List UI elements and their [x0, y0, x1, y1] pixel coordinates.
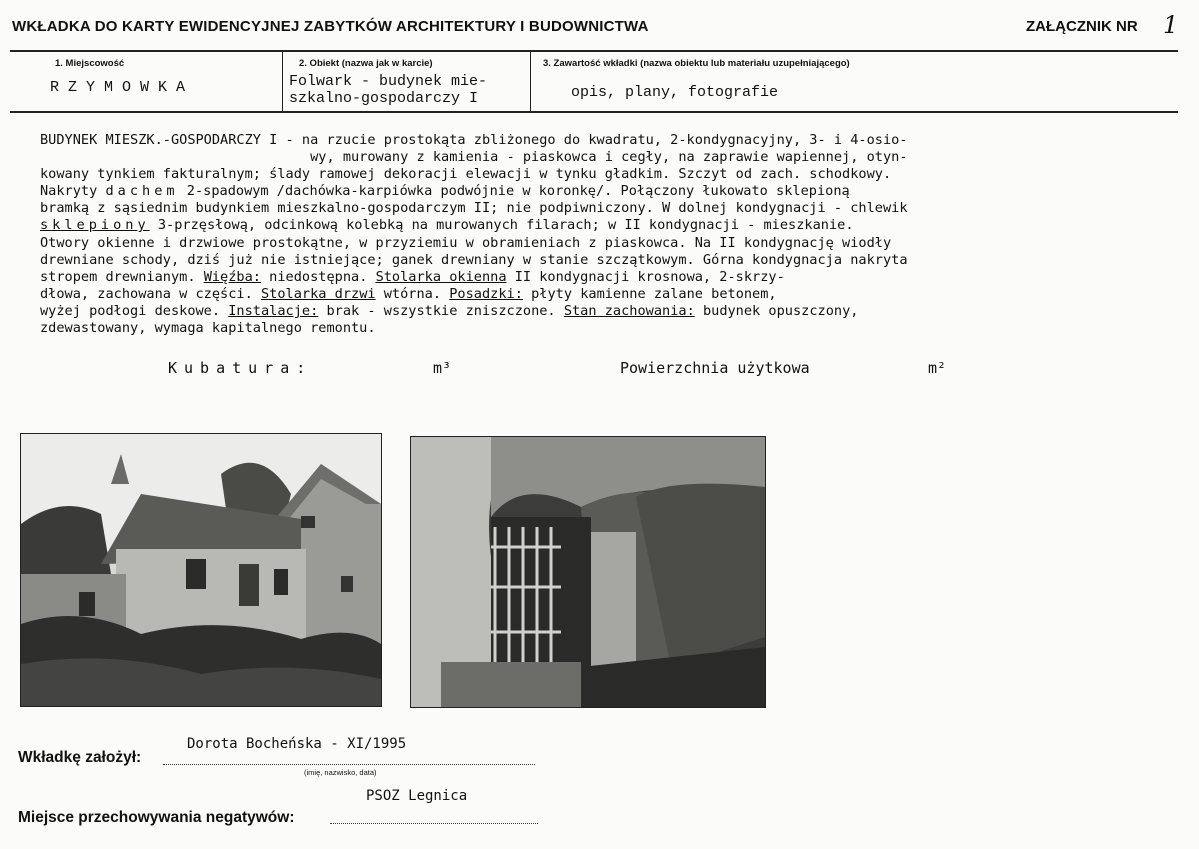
description-text: brak - wszystkie zniszczone.: [318, 302, 564, 319]
storage-dotted-line: [330, 823, 538, 824]
building-description: [40, 132, 1170, 337]
keyword-floors: Posadzki:: [449, 285, 523, 302]
description-text: budynek opuszczony,: [694, 302, 859, 319]
form-title: WKŁADKA DO KARTY EWIDENCYJNEJ ZABYTKÓW ARCHITEKTURY I BUDOWNICTWA: [12, 18, 649, 35]
storage-label: Miejsce przechowywania negatywów:: [18, 809, 295, 826]
description-text: niedostępna.: [260, 268, 376, 285]
description-line: drewniane schody, dziś już nie istniejące; ganek drewniany w stanie szczątkowym. Górna kondygnacja nakryta: [40, 251, 908, 268]
keyword-window-joinery: Stolarka okienna: [375, 268, 507, 285]
keyword-condition: Stan zachowania:: [563, 302, 695, 319]
keyword-truss: Więźba:: [203, 268, 261, 285]
contents-label: 3. Zawartość wkładki (nazwa obiektu lub materiału uzupełniającego): [543, 58, 850, 69]
photo-building-exterior: [20, 433, 382, 707]
description-text: wtórna.: [375, 285, 450, 302]
storage-value: PSOZ Legnica: [366, 788, 468, 804]
description-line: wy, murowany z kamienia - piaskowca i cegły, na zaprawie wapiennej, otyn-: [40, 149, 908, 166]
keyword-roof: dachem: [105, 183, 179, 200]
founder-value: Dorota Bocheńska - XI/1995: [187, 736, 407, 752]
description-text: dłowa, zachowana w części.: [40, 285, 261, 302]
object-value-line-1: Folwark - budynek mie-: [289, 73, 488, 90]
description-line: BUDYNEK MIESZK.-GOSPODARCZY I - na rzucie prostokąta zbliżonego do kwadratu, 2-kondygnacyjny, 3- i 4-osio-: [40, 132, 908, 148]
description-text: płyty kamienne zalane betonem,: [522, 285, 777, 302]
description-text: 3-przęsłową, odcinkową kolebką na murowanych filarach; w II kondygnacji - mieszkanie.: [149, 217, 854, 234]
keyword-installations: Instalacje:: [228, 302, 319, 319]
photo-vaulted-interior-image: [411, 437, 765, 707]
volume-unit: m³: [433, 359, 452, 377]
annex-label: ZAŁĄCZNIK NR: [1026, 18, 1138, 35]
description-line: bramką z sąsiednim budynkiem mieszkalno-gospodarczym II; nie podpiwniczony. W dolnej kondygnacji - chlewik: [40, 200, 908, 217]
column-divider-1: [282, 51, 283, 111]
area-unit: m²: [928, 359, 947, 377]
description-line: [40, 303, 1170, 320]
locality-label: 1. Miejscowość: [55, 58, 125, 69]
description-text: 2-spadowym /dachówka-karpiówka podwójnie w koronkę/. Połączony łukowato sklepioną: [178, 183, 850, 200]
founder-dotted-line: [163, 764, 535, 765]
description-line: [40, 286, 1170, 303]
keyword-vaulted: sklepiony: [40, 217, 150, 234]
locality-value: RZYMOWKA: [50, 79, 195, 96]
volume-label: Kubatura:: [168, 359, 313, 377]
header-rule-top: [10, 50, 1178, 52]
column-divider-2: [530, 51, 531, 111]
description-text: stropem drewnianym.: [40, 268, 204, 285]
description-line: Otwory okienne i drzwiowe prostokątne, w przyziemiu w obramieniach z piaskowca. Na II kondygnację wiodły: [40, 234, 892, 251]
photo-building-exterior-image: [21, 434, 381, 706]
founder-label: Wkładkę założył:: [18, 749, 142, 766]
description-text: II kondygnacji krosnowa, 2-skrzy-: [506, 268, 785, 285]
area-label: Powierzchnia użytkowa: [620, 359, 810, 377]
description-line: kowany tynkiem fakturalnym; ślady ramowej dekoracji elewacji w tynku gładkim. Szczyt od zach. schodkowy.: [40, 166, 892, 183]
keyword-door-joinery: Stolarka drzwi: [260, 285, 376, 302]
annex-number: 1: [1163, 11, 1179, 39]
description-line: [40, 183, 1170, 200]
object-label: 2. Obiekt (nazwa jak w karcie): [299, 58, 433, 69]
founder-caption: (imię, nazwisko, data): [304, 768, 377, 777]
description-text: Nakryty: [40, 183, 106, 200]
contents-value: opis, plany, fotografie: [571, 84, 779, 101]
object-value-line-2: szkalno-gospodarczy I: [289, 90, 479, 107]
photo-vaulted-interior: [410, 436, 766, 708]
description-line: [40, 269, 1170, 286]
description-line: zdewastowany, wymaga kapitalnego remontu.: [40, 320, 376, 337]
header-rule-bottom: [10, 111, 1178, 113]
description-text: wyżej podłogi deskowe.: [40, 302, 229, 319]
description-line: [40, 217, 1170, 234]
